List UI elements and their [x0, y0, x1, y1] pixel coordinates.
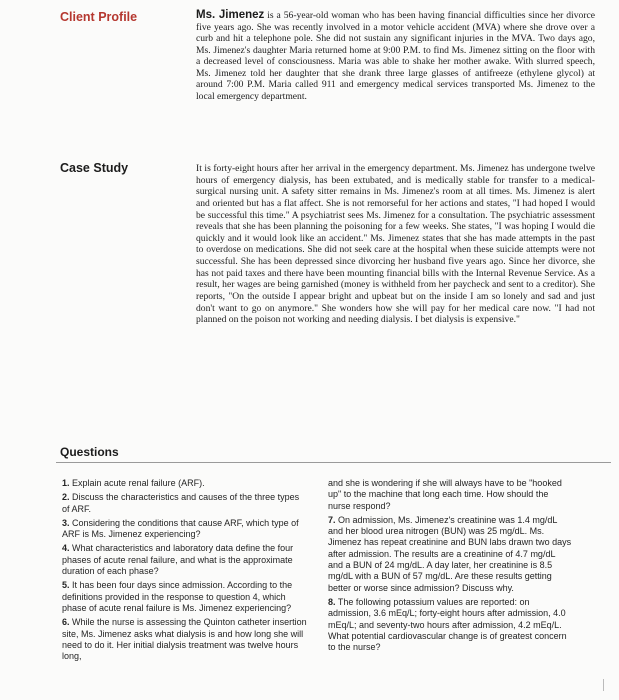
- client-profile-label: Client Profile: [60, 10, 138, 24]
- question-5: 5. It has been four days since admission. According to the definitions provided in the response to question 4, which phase of acute renal failure is Ms. Jimenez experiencing?: [62, 580, 293, 613]
- question-4: 4. What characteristics and laboratory data define the four phases of acute renal failure, and what is the approximate duration of each phase?: [62, 543, 294, 577]
- case-study-label: Case Study: [60, 161, 129, 175]
- page-edge-mark: [603, 679, 608, 691]
- question-6-continued: and she is wondering if she will always have to be "hooked up" to the machine that long each time. How should the nurse respond?: [328, 478, 562, 511]
- client-name: Ms. Jimenez: [196, 9, 265, 21]
- question-1: 1. Explain acute renal failure (ARF).: [62, 478, 205, 488]
- client-profile-text: [196, 10, 595, 102]
- case-study-text: It is forty-eight hours after her arrival in the emergency department. Ms. Jimenez has undergone twelve hours of emergency dialysis, has been extubated, and is medically stable for transfer to a medical-surgical nursing unit. A safety sitter remains in Ms. Jimenez's room at all times. Ms. Jimenez is alert and oriented but has a flat affect. She is not remorseful for her actions and states, "I had hoped I would be successful this time." A psychiatrist sees Ms. Jimenez for a consultation. The psychiatric assessment reveals that she has been planning the poisoning for a few weeks. She states, "I was hoping I would die quickly and it would look like an accident." Ms. Jimenez states that she has made attempts in the past to overdose on medications. She did not seek care at the hospital when these suicide attempts were not successful. She has been depressed since divorcing her husband five years ago. Since her divorce, she has not paid taxes and there have been mounting financial bills with the Internal Revenue Service. As a result, her wages are being garnished (money is withheld from her paycheck and sent to a creditor). She reports, "On the outside I appear bright and upbeat but on the inside I am so lonely and sad and just don't want to go on anymore." She wonders how she will pay for her medical care now. "I had not planned on the poison not working and needing dialysis. I bet dialysis is expensive.": [196, 163, 595, 326]
- question-7: 7. On admission, Ms. Jimenez's creatinine was 1.4 mg/dL and her blood urea nitrogen (BUN) was 25 mg/dL. Ms. Jimenez has repeat creatinine and BUN labs drawn two days after admission. The results are a creatinine of 4.7 mg/dL and a BUN of 24 mg/dL. A day later, her creatinine is 8.5 mg/dL with a BUN of 57 mg/dL. Are these results getting better or worse since admission? Discuss why.: [328, 514, 572, 593]
- client-profile-body: is a 56-year-old woman who has been having financial difficulties since her divorce five years ago. She was recently involved in a motor vehicle accident (MVA) where she drove over a curb and hit a telephone pole. She did not sustain any significant injuries in the MVA. Two days ago, Ms. Jimenez's daughter Maria returned home at 9:00 P.M. to find Ms. Jimenez sitting on the floor with a decreased level of consciousness. Maria was able to shake her mother awake. With slurred speech, Ms. Jimenez told her daughter that she drank three large glasses of antifreeze (ethylene glycol) at around 7:00 P.M. Maria called 911 and emergency medical services transported Ms. Jimenez to the local emergency department.: [196, 10, 596, 102]
- question-3: 3. Considering the conditions that cause ARF, which type of ARF is Ms. Jimenez experiencing?: [62, 517, 299, 540]
- questions-left-column: [62, 478, 307, 665]
- question-2: 2. Discuss the characteristics and causes of the three types of ARF.: [62, 492, 300, 514]
- question-8: 8. The following potassium values are reported: on admission, 3.6 mEq/L; forty-eight hours after admission, 4.0 mEq/L; and seventy-two hours after admission, 4.2 mEq/L. What potential cardiovascular change is of greatest concern to the nurse?: [328, 596, 567, 653]
- question-6: 6. While the nurse is assessing the Quinton catheter insertion site, Ms. Jimenez asks what dialysis is and how long she will need to do it. Her initial dialysis treatment was twelve hours long,: [62, 617, 307, 662]
- questions-divider: [56, 462, 611, 463]
- questions-heading: Questions: [60, 445, 119, 459]
- questions-right-column: [328, 478, 572, 656]
